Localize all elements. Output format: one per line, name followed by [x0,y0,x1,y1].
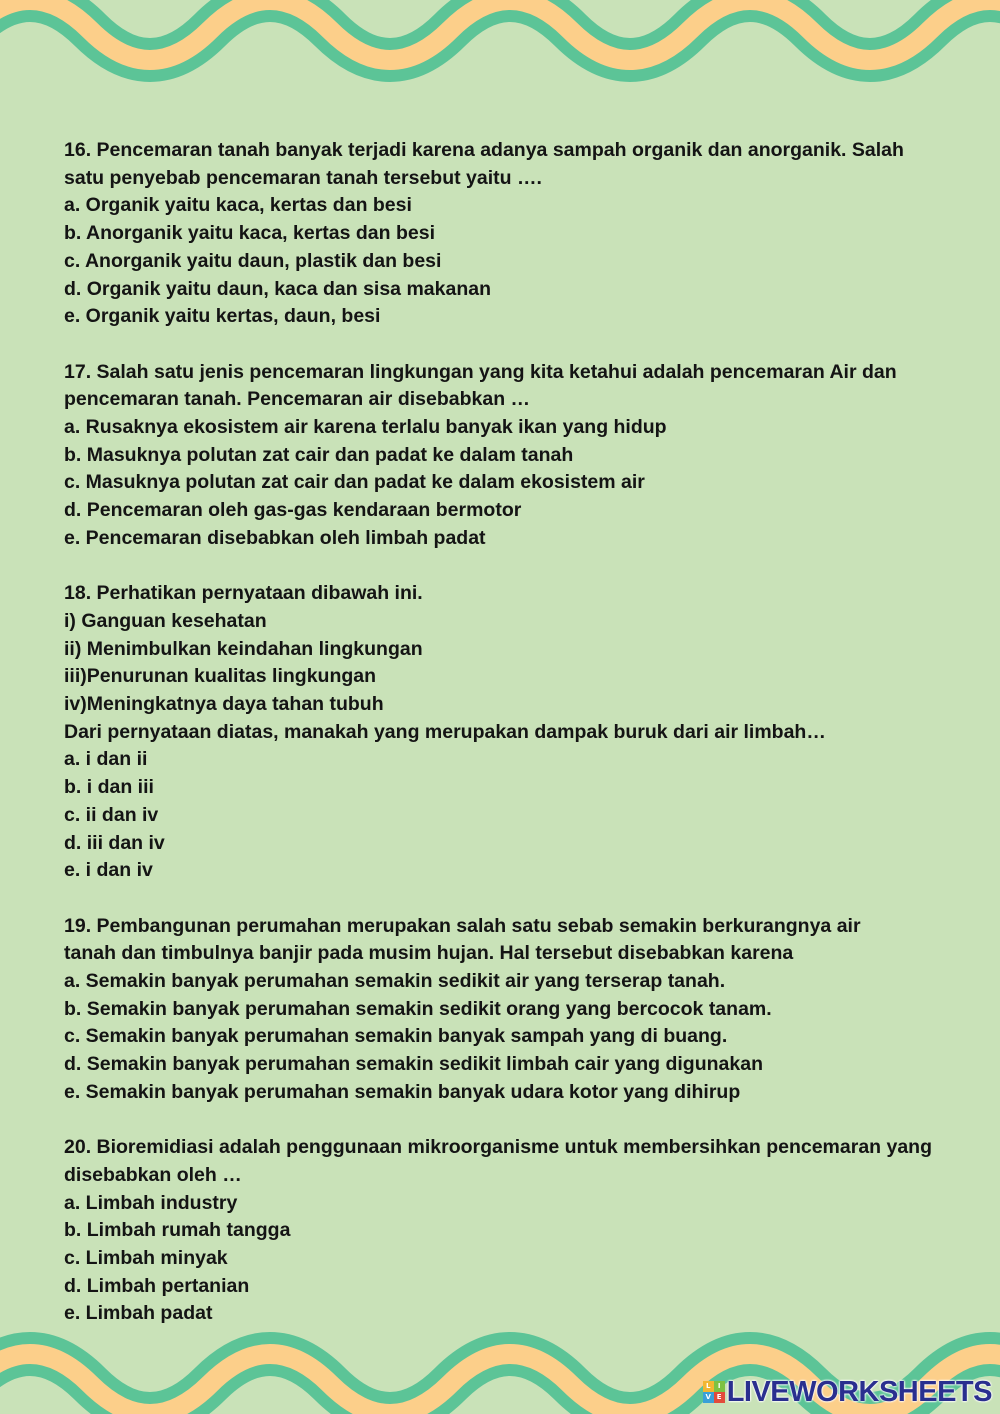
answer-option: c. ii dan iv [64,803,159,826]
answer-option: e. Semakin banyak perumahan semakin banyak udara kotor yang dihirup [64,1080,741,1103]
question-text: 16. Pencemaran tanah banyak terjadi karena adanya sampah organik dan anorganik. Salah [64,139,904,161]
answer-option: e. i dan iv [64,859,153,882]
answer-option: d. Semakin banyak perumahan semakin sedikit limbah cair yang digunakan [64,1053,763,1076]
question-text: 20. Bioremidiasi adalah penggunaan mikroorganisme untuk membersihkan pencemaran yang [64,1136,933,1159]
question-text: 17. Salah satu jenis pencemaran lingkungan yang kita ketahui adalah pencemaran Air dan [64,360,897,383]
question-text: disebabkan oleh … [64,1163,242,1186]
answer-option: d. Pencemaran oleh gas-gas kendaraan bermotor [64,499,522,522]
question-text: Dari pernyataan diatas, manakah yang merupakan dampak buruk dari air limbah… [64,720,826,743]
question-20 [64,1134,969,1328]
question-17 [64,359,969,553]
question-text: tanah dan timbulnya banjir pada musim hujan. Hal tersebut disebabkan karena [64,942,794,965]
question-text: 18. Perhatikan pernyataan dibawah ini. [64,582,423,605]
answer-option: c. Anorganik yaitu daun, plastik dan besi [64,249,442,272]
question-18 [64,580,969,885]
answer-option: e. Pencemaran disebabkan oleh limbah padat [64,526,486,549]
answer-option: a. Rusaknya ekosistem air karena terlalu banyak ikan yang hidup [64,416,667,439]
answer-option: d. iii dan iv [64,831,165,854]
question-text: 19. Pembangunan perumahan merupakan salah satu sebab semakin berkurangnya air [64,914,861,937]
answer-option: b. Limbah rumah tangga [64,1219,291,1242]
top-wave-border [0,0,1000,90]
question-19 [64,913,969,1107]
answer-option: e. Limbah padat [64,1302,213,1325]
answer-option: b. Masuknya polutan zat cair dan padat ke dalam tanah [64,443,574,466]
answer-option: c. Limbah minyak [64,1247,228,1270]
answer-option: e. Organik yaitu kertas, daun, besi [64,305,381,328]
answer-option: d. Limbah pertanian [64,1274,250,1297]
statement-item: iii)Penurunan kualitas lingkungan [64,665,377,688]
answer-option: b. Anorganik yaitu kaca, kertas dan besi [64,222,435,245]
answer-option: a. i dan ii [64,748,148,771]
logo-letter: I [714,1381,725,1392]
answer-option: c. Semakin banyak perumahan semakin banyak sampah yang di buang. [64,1025,728,1048]
logo-letter: L [703,1381,714,1392]
question-text: pencemaran tanah. Pencemaran air disebabkan … [64,388,531,411]
question-text: satu penyebab pencemaran tanah tersebut yaitu …. [64,166,542,189]
answer-option: b. i dan iii [64,776,154,799]
liveworksheets-watermark [703,1374,992,1410]
answer-option: d. Organik yaitu daun, kaca dan sisa makanan [64,277,491,300]
statement-item: ii) Menimbulkan keindahan lingkungan [64,637,423,660]
watermark-text: LIVEWORKSHEETS [726,1375,992,1408]
answer-option: a. Organik yaitu kaca, kertas dan besi [64,194,412,217]
statement-item: iv)Meningkatnya daya tahan tubuh [64,693,384,716]
answer-option: a. Limbah industry [64,1191,238,1214]
answer-option: b. Semakin banyak perumahan semakin sedikit orang yang bercocok tanam. [64,997,772,1020]
liveworksheets-logo-icon [703,1381,725,1403]
answer-option: a. Semakin banyak perumahan semakin sedikit air yang terserap tanah. [64,970,726,993]
answer-option: c. Masuknya polutan zat cair dan padat ke dalam ekosistem air [64,471,645,494]
logo-letter: E [714,1392,725,1403]
question-16 [64,137,969,331]
logo-letter: V [703,1392,714,1403]
worksheet-content [64,137,969,1328]
statement-item: i) Ganguan kesehatan [64,609,267,632]
